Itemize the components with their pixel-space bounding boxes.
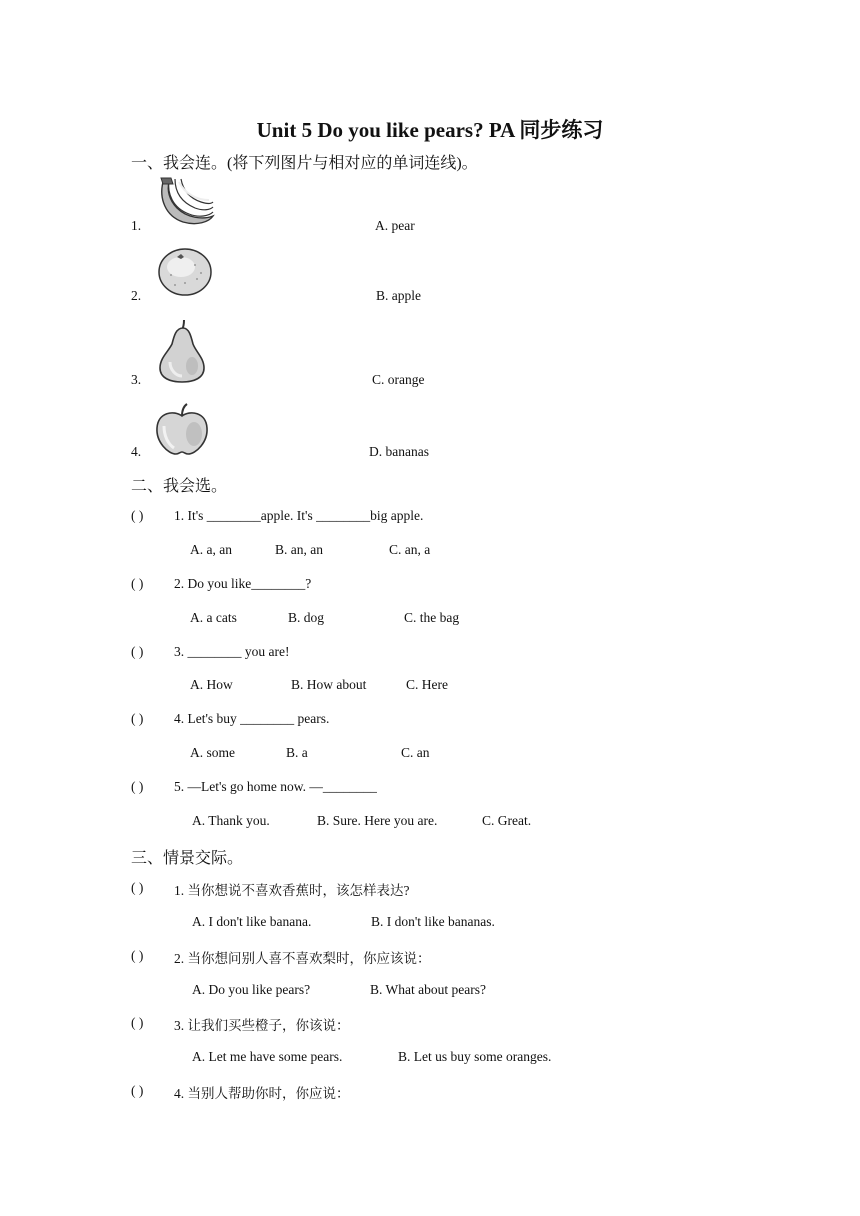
- answer-bracket[interactable]: ( ): [131, 948, 144, 963]
- option: A. Do you like pears?: [192, 982, 311, 997]
- bananas-icon: [157, 176, 215, 226]
- option: A. Let me have some pears.: [192, 1049, 343, 1064]
- match-item-number: 3.: [131, 372, 142, 387]
- answer-bracket[interactable]: ( ): [131, 779, 144, 794]
- option: A. some: [190, 745, 235, 760]
- option: B. an, an: [275, 542, 323, 557]
- question-text: 4. 当别人帮助你时，你应说：: [174, 1086, 350, 1101]
- page-title: Unit 5 Do you like pears? PA 同步练习: [256, 118, 604, 142]
- option: C. an: [401, 745, 430, 760]
- question-text: 1. 当你想说不喜欢香蕉时，该怎样表达?: [174, 883, 410, 898]
- option: B. I don't like bananas.: [371, 914, 495, 929]
- option: B. dog: [288, 610, 325, 625]
- question-text: 2. Do you like________?: [174, 576, 312, 591]
- pear-icon: [158, 318, 208, 384]
- match-item-number: 4.: [131, 444, 142, 459]
- option: C. an, a: [389, 542, 431, 557]
- answer-bracket[interactable]: ( ): [131, 1083, 144, 1098]
- question-text: 1. It's ________apple. It's ________big apple.: [174, 508, 424, 523]
- answer-bracket[interactable]: ( ): [131, 880, 144, 895]
- orange-icon: [157, 245, 213, 297]
- question-text: 3. ________ you are!: [174, 644, 290, 659]
- match-item-number: 1.: [131, 218, 142, 233]
- question-text: 3. 让我们买些橙子，你该说：: [174, 1018, 350, 1033]
- answer-bracket[interactable]: ( ): [131, 508, 144, 523]
- section-3-heading: 三、情景交际。: [131, 850, 244, 867]
- answer-bracket[interactable]: ( ): [131, 644, 144, 659]
- question-text: 5. —Let's go home now. —________: [174, 779, 377, 794]
- apple-icon: [154, 402, 210, 456]
- answer-bracket[interactable]: ( ): [131, 1015, 144, 1030]
- option: A. Thank you.: [192, 813, 270, 828]
- question-text: 4. Let's buy ________ pears.: [174, 711, 330, 726]
- section-2-heading: 二、我会选。: [131, 478, 228, 495]
- option: C. Great.: [482, 813, 532, 828]
- match-word: D. bananas: [369, 444, 429, 459]
- match-word: A. pear: [375, 218, 415, 233]
- question-text: 2. 当你想问别人喜不喜欢梨时，你应该说：: [174, 951, 431, 966]
- option: B. Let us buy some oranges.: [398, 1049, 552, 1064]
- option: A. a cats: [190, 610, 237, 625]
- answer-bracket[interactable]: ( ): [131, 711, 144, 726]
- match-item-number: 2.: [131, 288, 142, 303]
- option: B. What about pears?: [370, 982, 486, 997]
- answer-bracket[interactable]: ( ): [131, 576, 144, 591]
- match-word: C. orange: [372, 372, 425, 387]
- option: A. How: [190, 677, 233, 692]
- option: B. Sure. Here you are.: [317, 813, 438, 828]
- option: A. a, an: [190, 542, 232, 557]
- option: C. the bag: [404, 610, 460, 625]
- option: B. How about: [291, 677, 367, 692]
- section-1-heading: 一、我会连。(将下列图片与相对应的单词连线)。: [131, 155, 478, 172]
- option: B. a: [286, 745, 308, 760]
- option: A. I don't like banana.: [192, 914, 312, 929]
- match-word: B. apple: [376, 288, 421, 303]
- option: C. Here: [406, 677, 448, 692]
